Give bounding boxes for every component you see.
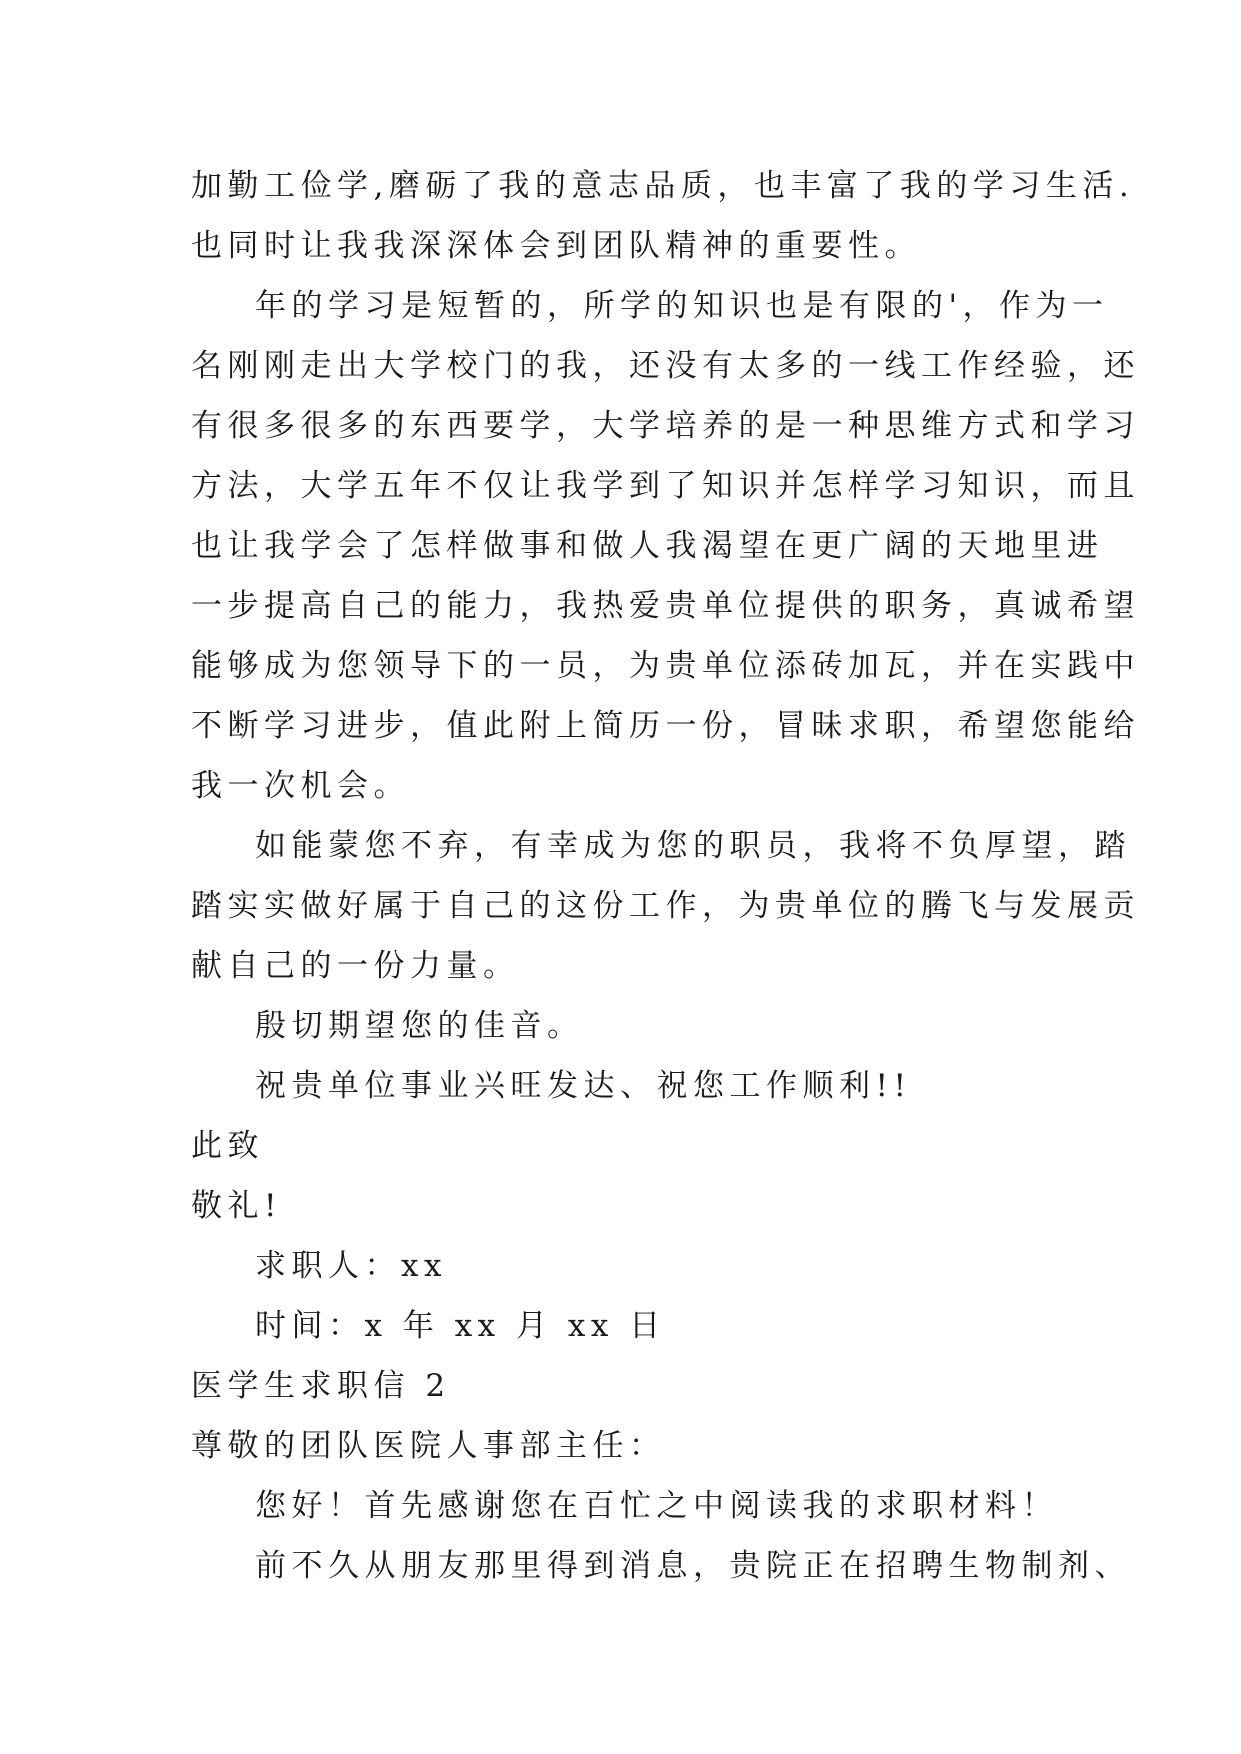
text-line: 也同时让我我深深体会到团队精神的重要性。 [191,228,921,264]
text-line: 此致 [191,1128,264,1164]
text-line: 时间：x 年 xx 月 xx 日 [255,1308,666,1344]
text-line: 名刚刚走出大学校门的我，还没有太多的一线工作经验，还 [191,348,1140,384]
text-line: 年的学习是短暂的，所学的知识也是有限的'，作为一 [255,288,1109,324]
text-line: 方法，大学五年不仅让我学到了知识并怎样学习知识，而且 [191,468,1140,504]
text-line: 有很多很多的东西要学，大学培养的是一种思维方式和学习 [191,408,1140,444]
text-line: 前不久从朋友那里得到消息，贵院正在招聘生物制剂、 [255,1548,1131,1584]
text-line: 不断学习进步，值此附上简历一份，冒昧求职，希望您能给 [191,708,1140,744]
text-line: 祝贵单位事业兴旺发达、祝您工作顺利!! [255,1068,912,1104]
text-line: 殷切期望您的佳音。 [255,1008,584,1044]
text-line: 能够成为您领导下的一员，为贵单位添砖加瓦，并在实践中 [191,648,1140,684]
text-line: 加勤工俭学,磨砺了我的意志品质，也丰富了我的学习生活. [191,168,1135,204]
text-line: 敬礼! [191,1188,282,1224]
text-line: 尊敬的团队医院人事部主任： [191,1428,666,1464]
text-line: 踏实实做好属于自己的这份工作，为贵单位的腾飞与发展贡 [191,888,1140,924]
text-line: 一步提高自己的能力，我热爱贵单位提供的职务，真诚希望 [191,588,1140,624]
text-line: 医学生求职信 2 [191,1368,451,1404]
text-line: 我一次机会。 [191,768,410,804]
text-line: 也让我学会了怎样做事和做人我渴望在更广阔的天地里进 [191,528,1104,564]
document-body [191,156,1140,1596]
text-line: 求职人：xx [255,1248,447,1284]
text-line: 如能蒙您不弃，有幸成为您的职员，我将不负厚望，踏 [255,828,1131,864]
text-line: 您好！首先感谢您在百忙之中阅读我的求职材料！ [255,1488,1058,1524]
text-line: 献自己的一份力量。 [191,948,520,984]
